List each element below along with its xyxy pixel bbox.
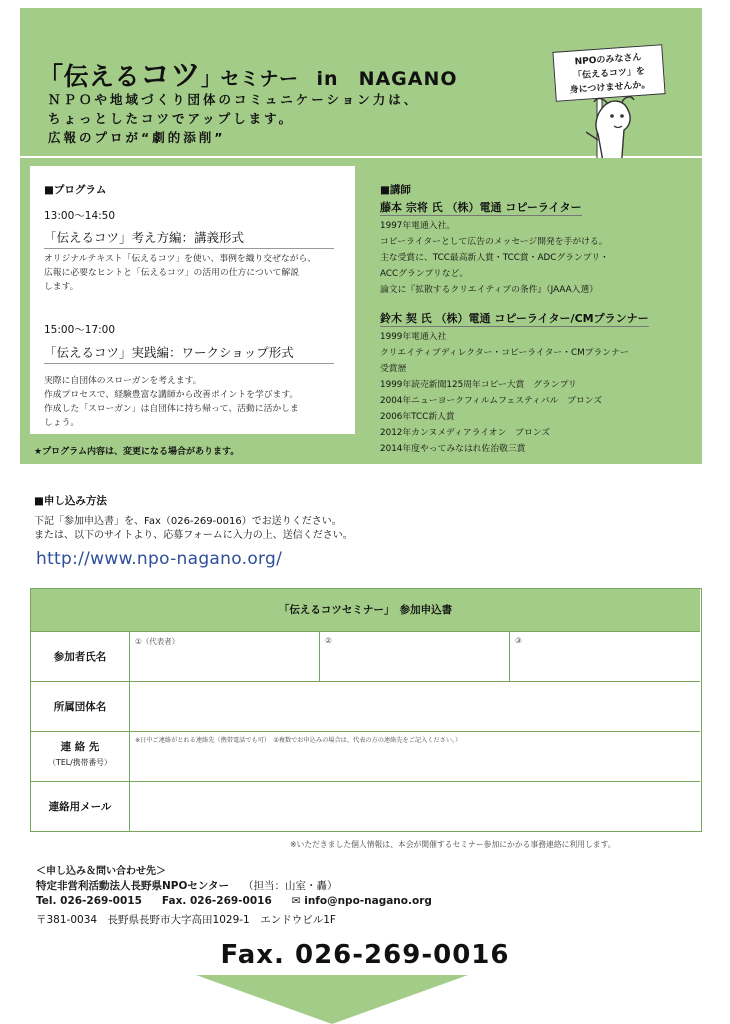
fax-number: Fax. 026-269-0016 [161, 895, 272, 907]
privacy-note: ※いただきました個人情報は、本会が開催するセミナー参加にかかる事務連絡に利用します。 [290, 840, 616, 849]
title-kotsu: コツ [140, 58, 202, 93]
session1-time: 13:00～14:50 [44, 210, 116, 222]
organization-field[interactable] [131, 683, 698, 729]
apply-heading: ■申し込み方法 [34, 495, 107, 507]
bio-line: 2006年TCC新人賞 [380, 412, 455, 422]
lead-line: 広報のプロが“劇的添削” [48, 130, 226, 145]
participant-name-field-1[interactable]: ①（代表者） [135, 637, 180, 646]
address-line: 〒381-0034 長野県長野市大字高田1029-1 エンドウビル1F [36, 914, 336, 926]
bio-line: 論文に『拡散するクリエイティブの条件』（JAAA入選） [380, 285, 599, 295]
website-link[interactable]: http://www.npo-nagano.org/ [36, 549, 283, 569]
bio-line: コピーライターとして広告のメッセージ開発を手がける。 [380, 237, 608, 247]
participant-name-label: 参加者氏名 [53, 651, 107, 663]
tel-fax-email-line [36, 895, 452, 907]
bio-line: 1999年電通入社 [380, 332, 447, 342]
bio-line: クリエイティブディレクター・コピーライター・CMプランナー [380, 348, 629, 358]
org-name: 特定非営利活動法人長野県NPOセンター [36, 880, 229, 892]
session2-time: 15:00～17:00 [44, 324, 116, 336]
application-form [30, 588, 702, 832]
session1-title: 「伝えるコツ」考え方編：講義形式 [44, 228, 334, 249]
title-en: in NAGANO [316, 68, 458, 90]
email-address[interactable]: ✉ info@npo-nagano.org [291, 895, 432, 907]
contact-note: ※日中ご連絡がとれる連絡先（携帯電話でも可） ②複数でお申込みの場合は、代表の方の連絡先をご記入ください。） [135, 737, 462, 744]
desc-line: 広報に必要なヒントと「伝えるコツ」の活用の仕方について解説 [44, 268, 299, 278]
session1-desc [44, 252, 316, 294]
apply-line: 下記「参加申込書」を、Fax（026-269-0016）でお送りください。 [34, 516, 342, 527]
lecturer2-bio [380, 329, 629, 457]
bio-line: 受賞歴 [380, 364, 407, 374]
down-arrow-icon [196, 975, 468, 1024]
participant-name-field-2[interactable]: ② [325, 636, 332, 645]
staff-name: （担当：山室・轟） [243, 880, 338, 892]
bio-line: 主な受賞に、TCC最高新人賞・TCC賞・ADCグランプリ・ [380, 253, 609, 263]
sign-line: 身につけませんか。 [569, 80, 651, 96]
organization-label: 所属団体名 [53, 701, 107, 713]
form-col-divider [319, 631, 320, 681]
sign-line: NPOのみなさん [574, 52, 642, 68]
fax-banner: Fax. 026-269-0016 [220, 940, 510, 970]
contact-sub-label: （TEL/携帯番号） [48, 758, 112, 767]
desc-line: 作成した「スローガン」は自団体に持ち帰って、活動に活かしま [44, 404, 299, 414]
page-title [38, 50, 458, 94]
form-divider [31, 681, 700, 682]
form-title: 「伝えるコツセミナー」 参加申込書 [31, 589, 700, 631]
form-divider [31, 631, 700, 632]
bio-line: 2004年ニューヨークフィルムフェスティバル ブロンズ [380, 396, 603, 406]
lecturer-heading: ■講師 [380, 184, 411, 196]
desc-line: します。 [44, 282, 79, 292]
tel-number: Tel. 026-269-0015 [36, 895, 142, 907]
lecturer2-name: 鈴木 契 氏 （株）電通 コピーライター/CMプランナー [380, 312, 649, 325]
email-label: 連絡用メール [48, 801, 112, 813]
lead-line: ＮＰＯや地域づくり団体のコミュニケーション力は、 [48, 92, 420, 107]
bio-line: 2014年度やってみなはれ佐治敬三賞 [380, 444, 526, 454]
bio-line: 1997年電通入社。 [380, 221, 456, 231]
apply-text [34, 515, 353, 543]
desc-line: 作成プロセスで、経験豊富な講師から改善ポイントを学びます。 [44, 390, 299, 400]
title-pre: 「伝える [38, 62, 141, 91]
form-col-divider [129, 631, 130, 831]
sign-line: 「伝えるコツ」を [572, 66, 646, 82]
lead-text [48, 90, 419, 147]
form-divider [31, 731, 700, 732]
title-post: 」セミナー [201, 68, 299, 90]
program-heading: ■プログラム [44, 184, 107, 196]
bio-line: 2012年カンヌメディアライオン ブロンズ [380, 428, 551, 438]
program-note: ★プログラム内容は、変更になる場合があります。 [34, 447, 240, 457]
contact-label: 連 絡 先 [60, 741, 100, 753]
apply-line: または、以下のサイトより、応募フォームに入力の上、送信ください。 [34, 530, 353, 541]
email-field[interactable] [131, 783, 698, 829]
desc-line: 実際に自団体のスローガンを考えます。 [44, 376, 202, 386]
session2-title: 「伝えるコツ」実践編：ワークショップ形式 [44, 343, 334, 364]
lecturer1-name: 藤本 宗将 氏 （株）電通 コピーライター [380, 201, 582, 214]
contact-heading: ＜申し込み＆問い合わせ先＞ [36, 866, 166, 877]
contact-field[interactable] [131, 747, 698, 779]
bio-line: ACCグランプリなど。 [380, 269, 469, 279]
lecturer1-bio [380, 218, 609, 298]
lead-line: ちょっとしたコツでアップします。 [48, 111, 295, 126]
session2-desc [44, 374, 299, 430]
sign-board [552, 44, 665, 102]
organization-line [36, 878, 338, 893]
desc-line: オリジナルテキスト「伝えるコツ」を使い、事例を織り交ぜながら、 [44, 254, 317, 264]
bio-line: 1999年読売新聞125周年コピー大賞 グランプリ [380, 380, 577, 390]
form-col-divider [509, 631, 510, 681]
form-divider [31, 781, 700, 782]
desc-line: しょう。 [44, 418, 80, 428]
participant-name-field-3[interactable]: ③ [515, 636, 522, 645]
